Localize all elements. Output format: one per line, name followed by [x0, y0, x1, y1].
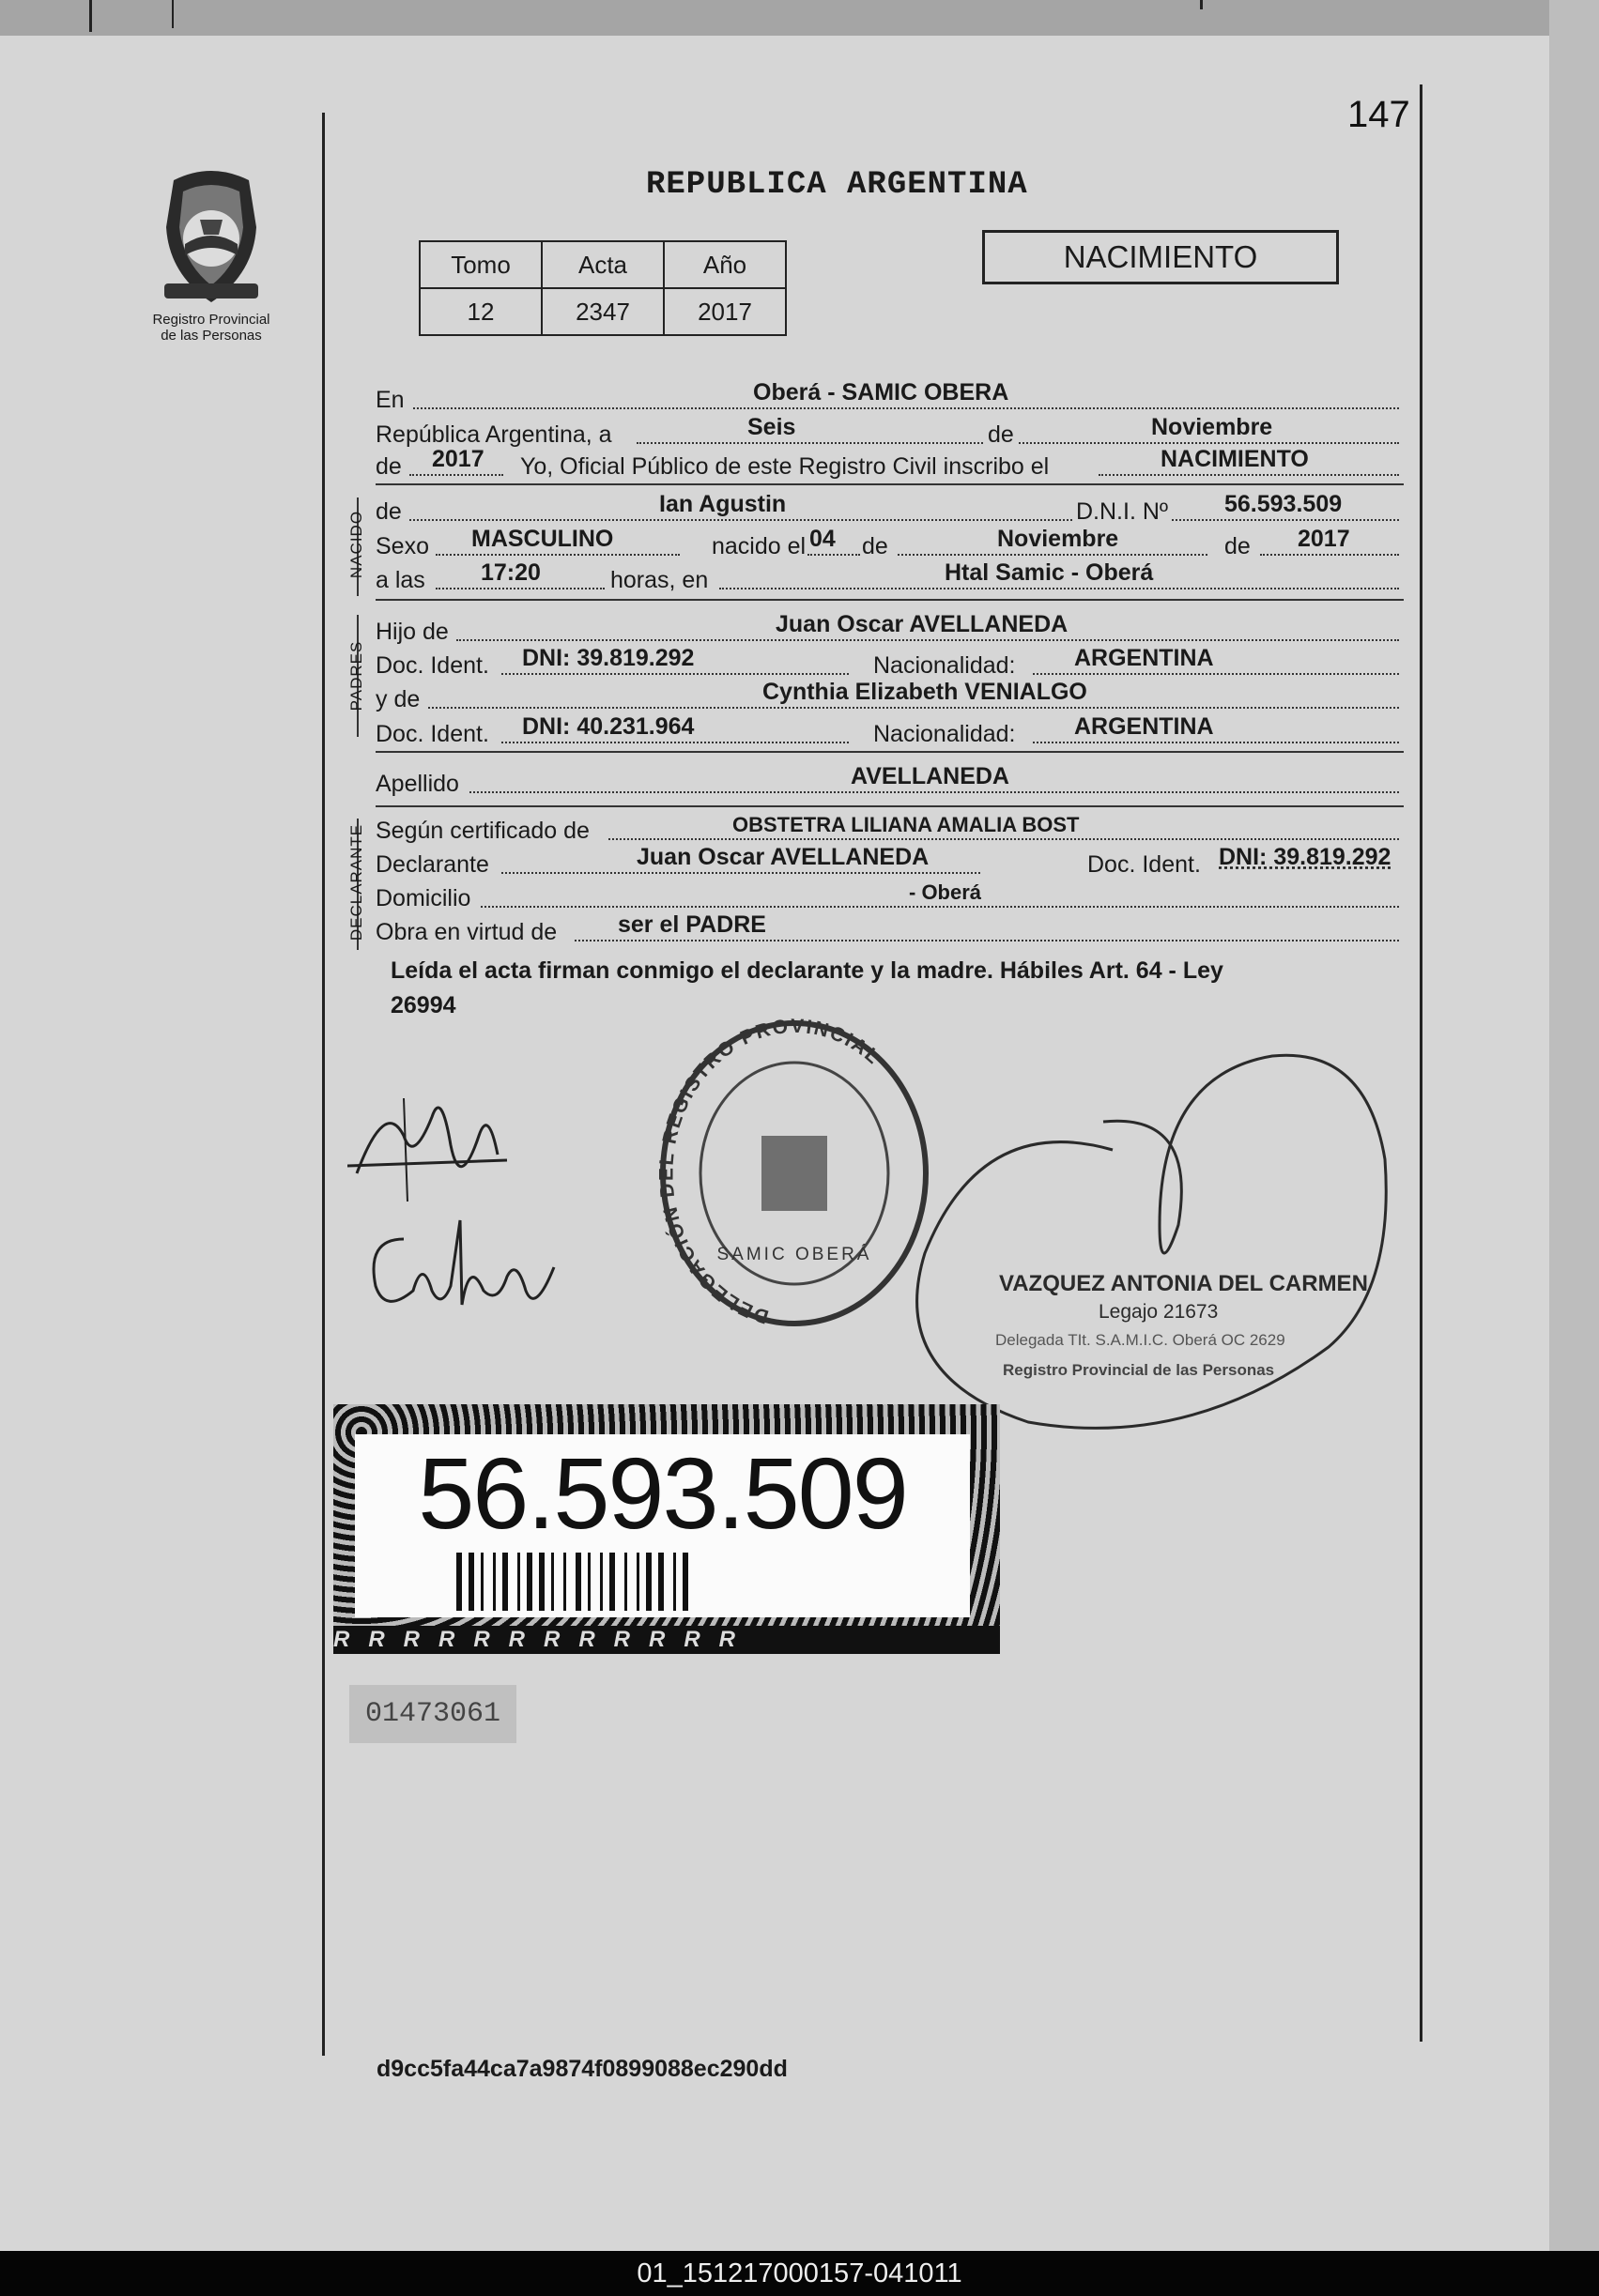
domicilio-label: Domicilio	[376, 885, 471, 911]
barcode-bar	[539, 1553, 545, 1611]
file-name-bar	[0, 2251, 1599, 2296]
row-sexo	[376, 527, 1399, 560]
scan-top-margin	[0, 0, 1599, 38]
barcode-bar	[502, 1553, 508, 1611]
official-delegate: Delegada TIt. S.A.M.I.C. Oberá OC 2629	[995, 1331, 1285, 1349]
barcode-bar	[527, 1553, 532, 1611]
mother-nat-label: Nacionalidad:	[873, 721, 1016, 747]
barcode-label	[333, 1404, 1000, 1654]
barcode-bar	[456, 1553, 462, 1611]
page-edge	[1549, 0, 1599, 2253]
document-title: REPUBLICA ARGENTINA	[646, 167, 1028, 203]
obra-label: Obra en virtud de	[376, 919, 558, 945]
en-label: En	[376, 387, 405, 413]
padres-section-label: PADRES	[347, 640, 365, 712]
father-doc-label: Doc. Ident.	[376, 652, 489, 679]
dni-label: D.N.I. Nº	[1072, 498, 1172, 526]
declarant-signature	[347, 1079, 516, 1211]
dotted-line	[719, 588, 1399, 589]
logo-caption-line1: Registro Provincial	[152, 312, 270, 328]
row-statement	[376, 447, 1399, 481]
logo-caption-line2: de las Personas	[161, 328, 262, 344]
scan-mark	[172, 0, 174, 28]
dotted-line	[413, 407, 1399, 409]
barcode-bar	[646, 1553, 652, 1611]
en-value: Oberá - SAMIC OBERA	[753, 379, 1009, 406]
dotted-line	[807, 554, 860, 556]
record-table-header	[420, 241, 786, 288]
header-ano: Año	[664, 241, 786, 288]
barcode-bar	[609, 1553, 615, 1611]
barcode-bar	[551, 1553, 554, 1611]
dotted-line	[436, 588, 605, 589]
section-separator	[376, 751, 1404, 753]
day-value: Seis	[747, 414, 796, 440]
stamp-ring-text: DELEGACIÓN DEL REGISTRO PROVINCIAL	[655, 1015, 885, 1328]
dotted-line	[456, 639, 1399, 641]
row-father-doc	[376, 646, 1399, 680]
barcode-bar	[673, 1553, 676, 1611]
mother-signature	[366, 1202, 563, 1333]
barcode-bar	[517, 1553, 520, 1611]
birth-month: Noviembre	[997, 526, 1119, 552]
declarante-section-label: DECLARANTE	[347, 823, 365, 941]
month-value: Noviembre	[1151, 414, 1273, 440]
dotted-line	[501, 742, 849, 743]
mother-doc-label: Doc. Ident.	[376, 721, 489, 747]
dotted-line	[608, 838, 1399, 840]
de-label: de	[984, 421, 1018, 449]
republica-label: República Argentina, a	[376, 421, 612, 448]
mother-nationality: ARGENTINA	[1074, 713, 1214, 740]
father-name: Juan Oscar AVELLANEDA	[776, 611, 1069, 637]
registry-logo	[146, 161, 277, 344]
official-name: VAZQUEZ ANTONIA DEL CARMEN	[999, 1271, 1368, 1296]
barcode-security-strip: RRRRRRRRRRRR	[333, 1626, 1000, 1654]
mother-doc: DNI: 40.231.964	[522, 713, 695, 740]
nacido-de-label: de	[376, 498, 402, 525]
mother-name: Cynthia Elizabeth VENIALGO	[762, 679, 1087, 705]
sexo-label: Sexo	[376, 533, 429, 559]
declarante-label: Declarante	[376, 851, 489, 878]
horas-label: horas, en	[610, 567, 709, 593]
dotted-line	[1033, 742, 1399, 743]
barcode-bar	[481, 1553, 484, 1611]
record-table	[419, 240, 787, 336]
coat-of-arms-icon	[146, 161, 277, 307]
official-signature	[887, 1037, 1413, 1441]
file-name: 01_151217000157-041011	[637, 2258, 962, 2288]
dotted-line	[1260, 554, 1399, 556]
section-separator	[376, 483, 1404, 485]
apellido-label: Apellido	[376, 771, 459, 797]
section-separator	[376, 599, 1404, 601]
father-nat-label: Nacionalidad:	[873, 652, 1016, 679]
row-republica	[376, 415, 1399, 449]
barcode-panel	[355, 1434, 970, 1617]
value-ano: 2017	[664, 288, 786, 335]
obra-value: ser el PADRE	[618, 911, 766, 938]
father-nationality: ARGENTINA	[1074, 645, 1214, 671]
nacido-section-label: NACIDO	[347, 510, 365, 579]
barcode-bar	[637, 1553, 639, 1611]
domicilio-value: - Oberá	[909, 880, 982, 904]
barcode-bars	[456, 1553, 869, 1611]
barcode-bar	[683, 1553, 688, 1611]
stamp-center-text: SAMIC OBERÁ	[716, 1245, 872, 1264]
birth-day: 04	[809, 526, 836, 552]
record-table-values	[420, 288, 786, 335]
dotted-line	[436, 554, 680, 556]
y-de-label: y de	[376, 686, 421, 712]
row-certificado	[376, 811, 1399, 845]
nacido-de-label2: de	[862, 533, 888, 559]
birth-year: 2017	[1298, 526, 1350, 552]
dotted-line	[481, 906, 1399, 908]
value-acta: 2347	[542, 288, 664, 335]
declarante-doc-label: Doc. Ident.	[1087, 851, 1201, 878]
declarante-value: Juan Oscar AVELLANEDA	[637, 844, 930, 870]
dotted-line	[1033, 673, 1399, 675]
row-a-las	[376, 560, 1399, 594]
row-mother-doc	[376, 714, 1399, 748]
serial-number: 01473061	[349, 1685, 516, 1743]
row-declarante	[376, 845, 1399, 879]
scan-mark	[1200, 0, 1203, 9]
dotted-line	[898, 554, 1207, 556]
declarante-doc-value: DNI: 39.819.292	[1219, 844, 1391, 870]
header-acta: Acta	[542, 241, 664, 288]
row-apellido	[376, 764, 1399, 798]
barcode-bar	[576, 1553, 581, 1611]
barcode-bar	[588, 1553, 591, 1611]
scan-mark	[89, 0, 92, 32]
barcode-bar	[624, 1553, 627, 1611]
cert-value: OBSTETRA LILIANA AMALIA BOST	[732, 813, 1080, 836]
row-domicilio	[376, 879, 1399, 912]
row-y-de	[376, 680, 1399, 713]
dotted-line	[428, 707, 1399, 709]
barcode-bar	[469, 1553, 474, 1611]
record-type-box: NACIMIENTO	[982, 230, 1339, 284]
event-value: NACIMIENTO	[1161, 446, 1309, 472]
dotted-line	[469, 791, 1399, 793]
row-hijo-de	[376, 612, 1399, 646]
official-legajo: Legajo 21673	[1099, 1301, 1219, 1323]
dotted-line	[409, 519, 1399, 521]
barcode-number: 56.593.509	[418, 1436, 907, 1550]
barcode-bar	[493, 1553, 496, 1611]
row-en	[376, 380, 1399, 414]
year-value: 2017	[432, 446, 484, 472]
cert-label: Según certificado de	[376, 818, 590, 844]
dotted-line	[637, 442, 1399, 444]
sexo-value: MASCULINO	[471, 526, 614, 552]
statement-text: Yo, Oficial Público de este Registro Civil inscribo el	[520, 453, 1050, 480]
section-separator	[376, 805, 1404, 807]
closing-text-line1: Leída el acta firman conmigo el declarante y la madre. Hábiles Art. 64 - Ley	[391, 957, 1223, 984]
apellido-value: AVELLANEDA	[851, 763, 1009, 789]
dotted-line	[1099, 474, 1399, 476]
document-hash: d9cc5fa44ca7a9874f0899088ec290dd	[377, 2056, 788, 2082]
page-number: 147	[1347, 94, 1410, 135]
nacido-de-label3: de	[1224, 533, 1251, 559]
official-registry: Registro Provincial de las Personas	[1003, 1361, 1275, 1379]
dotted-line	[501, 872, 980, 874]
closing-text-line2: 26994	[391, 992, 456, 1018]
value-tomo: 12	[420, 288, 542, 335]
father-doc: DNI: 39.819.292	[522, 645, 695, 671]
row-nacido-name	[376, 492, 1399, 526]
left-margin-line	[322, 113, 325, 2056]
header-tomo: Tomo	[420, 241, 542, 288]
row-obra	[376, 912, 1399, 946]
barcode-bar	[600, 1553, 603, 1611]
dotted-line	[575, 940, 1399, 941]
barcode-bar	[658, 1553, 664, 1611]
nacido-el-label: nacido el	[712, 533, 807, 559]
de2-label: de	[376, 453, 402, 480]
child-name: Ian Agustin	[659, 491, 787, 517]
birth-time: 17:20	[481, 559, 541, 586]
dotted-line	[501, 673, 849, 675]
right-margin-line	[1420, 84, 1422, 2042]
dotted-line	[409, 474, 503, 476]
barcode-bar	[563, 1553, 566, 1611]
a-las-label: a las	[376, 567, 425, 593]
birth-place: Htal Samic - Oberá	[945, 559, 1154, 586]
dni-value: 56.593.509	[1224, 491, 1343, 517]
hijo-de-label: Hijo de	[376, 619, 449, 645]
